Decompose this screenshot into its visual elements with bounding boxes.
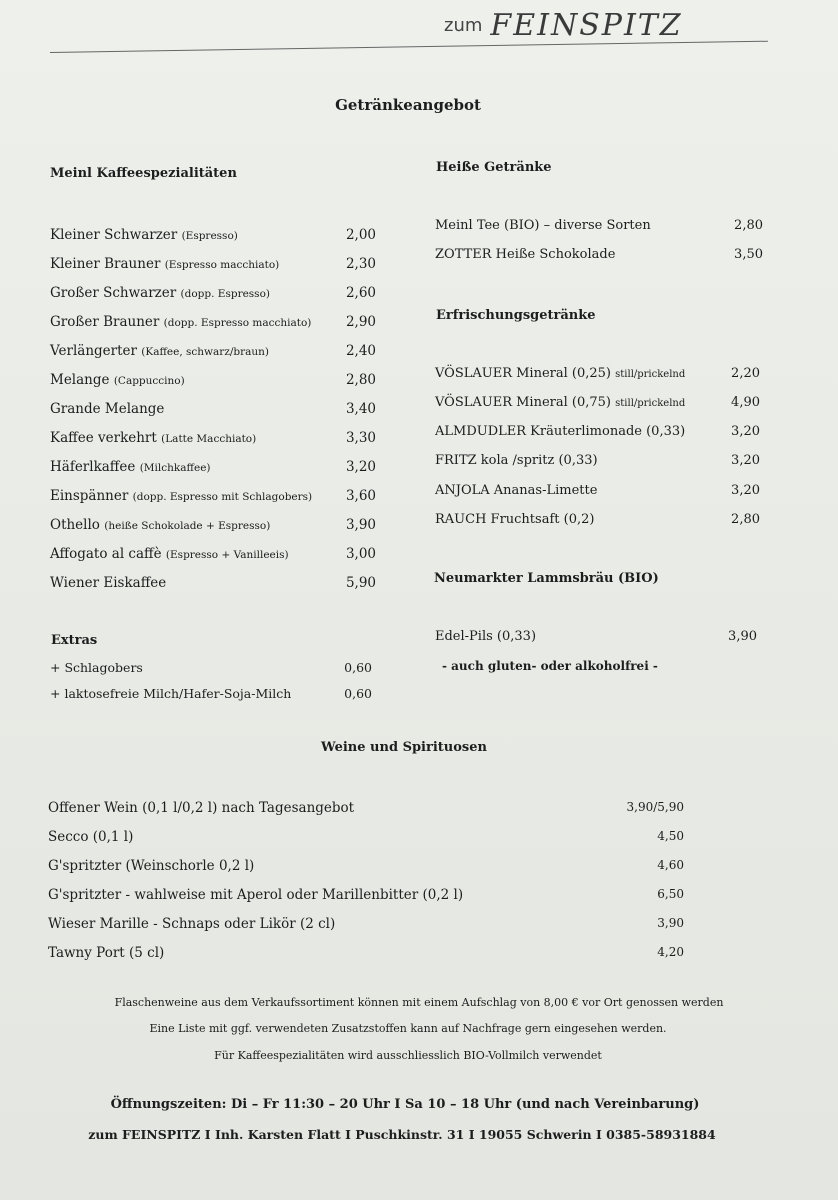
page-title: Getränkeangebot <box>335 96 481 114</box>
coffee-item: Grande Melange 3,40 <box>50 401 376 417</box>
beer-note: - auch gluten- oder alkoholfrei - <box>442 659 658 673</box>
wine-item: G'spritzter - wahlweise mit Aperol oder Marillenbitter (0,2 l) 6,50 <box>48 887 684 903</box>
soft-drink-item: ALMDUDLER Kräuterlimonade (0,33) 3,20 <box>435 424 760 439</box>
soft-drink-item: VÖSLAUER Mineral (0,25) still/prickelnd 2,20 <box>435 366 760 381</box>
coffee-item: Melange (Cappuccino) 2,80 <box>50 372 376 388</box>
soft-drink-item: FRITZ kola /spritz (0,33) 3,20 <box>435 453 760 468</box>
coffee-item: Verlängerter (Kaffee, schwarz/braun) 2,40 <box>50 343 376 359</box>
logo-zum: zum <box>444 15 483 36</box>
feinspitz-logo <box>444 8 683 43</box>
opening-hours: Öffnungszeiten: Di – Fr 11:30 – 20 Uhr I Sa 10 – 18 Uhr (und nach Vereinbarung) <box>110 1097 700 1112</box>
note-organic-milk: Für Kaffeespezialitäten wird ausschliesslich BIO-Vollmilch verwendet <box>214 1049 602 1062</box>
wine-item: Wieser Marille - Schnaps oder Likör (2 cl) 3,90 <box>48 916 684 932</box>
coffee-item: Kleiner Schwarzer (Espresso) 2,00 <box>50 227 376 243</box>
coffee-item: Othello (heiße Schokolade + Espresso) 3,90 <box>50 517 376 533</box>
soft-drink-item: RAUCH Fruchtsaft (0,2) 2,80 <box>435 512 760 527</box>
coffee-item: Kaffee verkehrt (Latte Macchiato) 3,30 <box>50 430 376 446</box>
extras-item: + Schlagobers 0,60 <box>50 660 372 675</box>
coffee-heading: Meinl Kaffeespezialitäten <box>50 166 237 181</box>
beer-heading: Neumarkter Lammsbräu (BIO) <box>434 571 659 586</box>
note-bottle-wine: Flaschenweine aus dem Verkaufssortiment können mit einem Aufschlag von 8,00 € vor Ort genossen werden <box>114 996 724 1009</box>
coffee-item: Wiener Eiskaffee 5,90 <box>50 575 376 591</box>
soft-drinks-heading: Erfrischungsgetränke <box>436 308 596 323</box>
wine-item: G'spritzter (Weinschorle 0,2 l) 4,60 <box>48 858 684 874</box>
note-additives: Eine Liste mit ggf. verwendeten Zusatzstoffen kann auf Nachfrage gern eingesehen werden. <box>149 1022 667 1035</box>
extras-item: + laktosefreie Milch/Hafer-Soja-Milch 0,60 <box>50 686 372 701</box>
extras-heading: Extras <box>51 633 98 648</box>
coffee-item: Großer Brauner (dopp. Espresso macchiato) 2,90 <box>50 314 376 330</box>
wine-item: Secco (0,1 l) 4,50 <box>48 829 684 845</box>
wine-item: Tawny Port (5 cl) 4,20 <box>48 945 684 961</box>
coffee-item: Affogato al caffè (Espresso + Vanilleeis) 3,00 <box>50 546 376 562</box>
soft-drink-item: VÖSLAUER Mineral (0,75) still/prickelnd 4,90 <box>435 395 760 410</box>
logo-name: FEINSPITZ <box>490 8 683 43</box>
header-divider <box>50 41 768 53</box>
wine-heading: Weine und Spirituosen <box>321 740 487 755</box>
soft-drink-item: ANJOLA Ananas-Limette 3,20 <box>435 483 760 498</box>
hot-drink-item: ZOTTER Heiße Schokolade 3,50 <box>435 247 763 262</box>
address-footer: zum FEINSPITZ I Inh. Karsten Flatt I Puschkinstr. 31 I 19055 Schwerin I 0385-58931884 <box>88 1127 716 1142</box>
coffee-item: Häferlkaffee (Milchkaffee) 3,20 <box>50 459 376 475</box>
beer-item: Edel-Pils (0,33) 3,90 <box>435 629 757 644</box>
wine-item: Offener Wein (0,1 l/0,2 l) nach Tagesangebot 3,90/5,90 <box>48 800 684 816</box>
hot-drinks-heading: Heiße Getränke <box>436 160 552 175</box>
hot-drink-item: Meinl Tee (BIO) – diverse Sorten 2,80 <box>435 218 763 233</box>
coffee-item: Einspänner (dopp. Espresso mit Schlagobers) 3,60 <box>50 488 376 504</box>
coffee-item: Kleiner Brauner (Espresso macchiato) 2,30 <box>50 256 376 272</box>
coffee-item: Großer Schwarzer (dopp. Espresso) 2,60 <box>50 285 376 301</box>
